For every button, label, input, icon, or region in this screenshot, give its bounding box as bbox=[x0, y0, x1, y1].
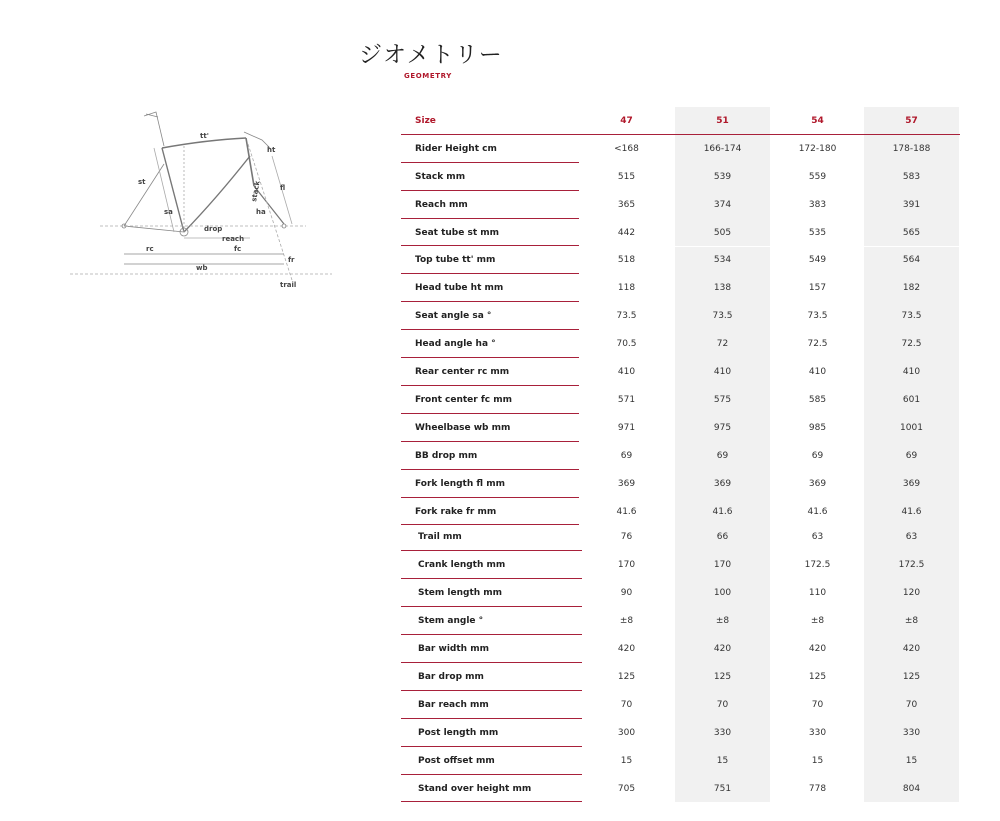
table-cell: 391 bbox=[902, 199, 921, 210]
row-label: Rider Height cm bbox=[415, 143, 497, 154]
table-header-row bbox=[401, 107, 962, 135]
table-cell: 41.6 bbox=[712, 506, 733, 517]
diagram-label-trail: trail bbox=[280, 281, 297, 289]
table-cell: 63 bbox=[811, 532, 824, 543]
table-cell: 73.5 bbox=[616, 311, 637, 322]
table-cell: 571 bbox=[617, 394, 636, 405]
table-cell: 125 bbox=[808, 671, 827, 682]
table-cell: 420 bbox=[808, 644, 827, 655]
seat-tube-line bbox=[162, 148, 184, 232]
diagram-label-sa: sa bbox=[164, 208, 173, 216]
table-cell: 69 bbox=[716, 450, 729, 461]
table-cell: 975 bbox=[713, 422, 732, 433]
table-cell: ±8 bbox=[715, 616, 730, 627]
table-cell: 534 bbox=[713, 255, 732, 266]
table-cell: 72 bbox=[716, 339, 729, 350]
row-label: Rear center rc mm bbox=[415, 367, 510, 378]
row-divider bbox=[401, 801, 582, 802]
diagram-label-reach: reach bbox=[222, 235, 245, 243]
table-cell: 69 bbox=[811, 450, 824, 461]
table-cell: 125 bbox=[902, 671, 921, 682]
st-dim-line bbox=[154, 148, 174, 232]
table-row bbox=[401, 414, 962, 442]
table-cell: 804 bbox=[902, 783, 921, 794]
table-row bbox=[401, 274, 962, 302]
size-header-label: Size bbox=[415, 115, 436, 126]
table-row bbox=[401, 247, 962, 275]
table-cell: 73.5 bbox=[901, 311, 922, 322]
table-row bbox=[401, 330, 962, 358]
table-cell: 100 bbox=[713, 588, 732, 599]
steering-axis-line bbox=[248, 144, 292, 280]
size-header-cell: 57 bbox=[905, 115, 918, 126]
table-cell: 120 bbox=[902, 588, 921, 599]
table-cell: 90 bbox=[620, 588, 633, 599]
table-cell: 172-180 bbox=[798, 143, 837, 154]
table-cell: 410 bbox=[902, 367, 921, 378]
row-label: Stack mm bbox=[415, 171, 466, 182]
row-label: Seat tube st mm bbox=[415, 227, 500, 238]
table-cell: 15 bbox=[905, 755, 918, 766]
table-cell: 778 bbox=[808, 783, 827, 794]
table-cell: 69 bbox=[620, 450, 633, 461]
row-label: Trail mm bbox=[418, 532, 462, 543]
table-row bbox=[401, 191, 962, 219]
table-cell: 410 bbox=[713, 367, 732, 378]
row-label: Fork length fl mm bbox=[415, 478, 505, 489]
down-tube-line bbox=[184, 156, 250, 232]
table-cell: 41.6 bbox=[616, 506, 637, 517]
diagram-label-drop: drop bbox=[204, 225, 223, 233]
table-cell: 330 bbox=[902, 727, 921, 738]
diagram-label-st: st bbox=[138, 178, 146, 186]
table-cell: ±8 bbox=[619, 616, 634, 627]
row-label: Post offset mm bbox=[418, 755, 495, 766]
table-cell: 535 bbox=[808, 227, 827, 238]
table-cell: 170 bbox=[617, 560, 636, 571]
table-cell: 518 bbox=[617, 255, 636, 266]
table-cell: 70 bbox=[905, 699, 918, 710]
table-cell: 41.6 bbox=[901, 506, 922, 517]
table-row bbox=[401, 607, 962, 635]
table-row bbox=[401, 747, 962, 775]
table-cell: 369 bbox=[713, 478, 732, 489]
table-cell: 63 bbox=[905, 532, 918, 543]
table-cell: 410 bbox=[617, 367, 636, 378]
table-cell: 971 bbox=[617, 422, 636, 433]
table-row bbox=[401, 358, 962, 386]
table-cell: 125 bbox=[713, 671, 732, 682]
table-cell: 72.5 bbox=[807, 339, 828, 350]
table-cell: 515 bbox=[617, 171, 636, 182]
row-label: Bar reach mm bbox=[418, 699, 489, 710]
diagram-label-ht: ht bbox=[267, 146, 276, 154]
row-label: BB drop mm bbox=[415, 450, 478, 461]
table-cell: 369 bbox=[617, 478, 636, 489]
table-cell: 73.5 bbox=[712, 311, 733, 322]
row-label: Reach mm bbox=[415, 199, 468, 210]
table-cell: 15 bbox=[620, 755, 633, 766]
diagram-label-tt: tt' bbox=[200, 132, 209, 140]
size-header-cell: 51 bbox=[716, 115, 729, 126]
table-cell: 182 bbox=[902, 283, 921, 294]
table-cell: 985 bbox=[808, 422, 827, 433]
table-cell: 374 bbox=[713, 199, 732, 210]
page-subtitle: GEOMETRY bbox=[404, 72, 452, 80]
table-cell: 178-188 bbox=[892, 143, 931, 154]
row-label: Top tube tt' mm bbox=[415, 255, 496, 266]
table-row bbox=[401, 386, 962, 414]
diagram-label-fl: fl bbox=[280, 184, 286, 192]
table-cell: 66 bbox=[716, 532, 729, 543]
table-cell: 559 bbox=[808, 171, 827, 182]
table-cell: 70.5 bbox=[616, 339, 637, 350]
table-row bbox=[401, 663, 962, 691]
table-cell: 564 bbox=[902, 255, 921, 266]
row-label: Stem length mm bbox=[418, 588, 503, 599]
table-row bbox=[401, 775, 962, 803]
table-cell: 330 bbox=[808, 727, 827, 738]
table-row bbox=[401, 442, 962, 470]
row-label: Post length mm bbox=[418, 727, 499, 738]
table-cell: 575 bbox=[713, 394, 732, 405]
table-cell: 420 bbox=[902, 644, 921, 655]
table-cell: 505 bbox=[713, 227, 732, 238]
table-cell: 125 bbox=[617, 671, 636, 682]
table-cell: 15 bbox=[716, 755, 729, 766]
table-cell: 70 bbox=[811, 699, 824, 710]
table-cell: 410 bbox=[808, 367, 827, 378]
row-label: Seat angle sa ° bbox=[415, 311, 492, 322]
row-label: Front center fc mm bbox=[415, 394, 513, 405]
diagram-label-fc: fc bbox=[234, 245, 242, 253]
diagram-label-ha: ha bbox=[256, 208, 266, 216]
table-cell: 110 bbox=[808, 588, 827, 599]
table-cell: 138 bbox=[713, 283, 732, 294]
size-header-cell: 54 bbox=[811, 115, 824, 126]
table-cell: 705 bbox=[617, 783, 636, 794]
table-row bbox=[401, 551, 962, 579]
table-cell: ±8 bbox=[904, 616, 919, 627]
table-cell: 172.5 bbox=[804, 560, 831, 571]
table-cell: 585 bbox=[808, 394, 827, 405]
table-cell: 70 bbox=[620, 699, 633, 710]
table-row bbox=[401, 579, 962, 607]
table-cell: 420 bbox=[617, 644, 636, 655]
table-row bbox=[401, 163, 962, 191]
table-cell: 420 bbox=[713, 644, 732, 655]
head-tube-line bbox=[246, 138, 254, 186]
table-row bbox=[401, 219, 962, 247]
table-cell: 583 bbox=[902, 171, 921, 182]
diagram-label-wb: wb bbox=[196, 264, 208, 272]
table-row bbox=[401, 470, 962, 498]
table-cell: 70 bbox=[716, 699, 729, 710]
table-cell: 15 bbox=[811, 755, 824, 766]
row-label: Fork rake fr mm bbox=[415, 506, 497, 517]
table-cell: 330 bbox=[713, 727, 732, 738]
table-cell: 73.5 bbox=[807, 311, 828, 322]
size-header-cell: 47 bbox=[620, 115, 633, 126]
table-cell: 565 bbox=[902, 227, 921, 238]
table-cell: 1001 bbox=[900, 422, 923, 433]
table-cell: 442 bbox=[617, 227, 636, 238]
row-label: Stand over height mm bbox=[418, 783, 532, 794]
table-cell: 365 bbox=[617, 199, 636, 210]
table-cell: 157 bbox=[808, 283, 827, 294]
table-row bbox=[401, 719, 962, 747]
table-cell: 76 bbox=[620, 532, 633, 543]
table-row bbox=[401, 635, 962, 663]
table-row bbox=[401, 524, 962, 552]
table-row bbox=[401, 498, 962, 526]
table-cell: 549 bbox=[808, 255, 827, 266]
diagram-label-fr: fr bbox=[288, 256, 295, 264]
table-cell: 539 bbox=[713, 171, 732, 182]
row-label: Bar width mm bbox=[418, 644, 489, 655]
table-cell: 300 bbox=[617, 727, 636, 738]
chain-stay-line bbox=[124, 226, 184, 232]
row-label: Stem angle ° bbox=[418, 616, 484, 627]
table-cell: 118 bbox=[617, 283, 636, 294]
row-label: Bar drop mm bbox=[418, 671, 484, 682]
table-cell: 601 bbox=[902, 394, 921, 405]
table-row bbox=[401, 302, 962, 330]
row-label: Crank length mm bbox=[418, 560, 506, 571]
table-row bbox=[401, 135, 962, 163]
table-row bbox=[401, 691, 962, 719]
table-cell: 166-174 bbox=[703, 143, 742, 154]
table-cell: <168 bbox=[614, 143, 639, 154]
table-cell: 172.5 bbox=[898, 560, 925, 571]
diagram-label-rc: rc bbox=[146, 245, 154, 253]
seatpost-line bbox=[144, 112, 164, 146]
row-label: Wheelbase wb mm bbox=[415, 422, 511, 433]
table-cell: 369 bbox=[808, 478, 827, 489]
geometry-diagram bbox=[66, 104, 336, 294]
table-cell: 170 bbox=[713, 560, 732, 571]
row-label: Head tube ht mm bbox=[415, 283, 504, 294]
table-cell: 369 bbox=[902, 478, 921, 489]
table-cell: 72.5 bbox=[901, 339, 922, 350]
table-cell: 41.6 bbox=[807, 506, 828, 517]
table-cell: 69 bbox=[905, 450, 918, 461]
row-label: Head angle ha ° bbox=[415, 339, 496, 350]
diagram-label-stack: stack bbox=[250, 180, 262, 203]
table-cell: 383 bbox=[808, 199, 827, 210]
table-cell: ±8 bbox=[810, 616, 825, 627]
table-cell: 751 bbox=[713, 783, 732, 794]
page-title: ジオメトリー bbox=[359, 42, 503, 68]
seat-stay-line bbox=[124, 164, 164, 226]
